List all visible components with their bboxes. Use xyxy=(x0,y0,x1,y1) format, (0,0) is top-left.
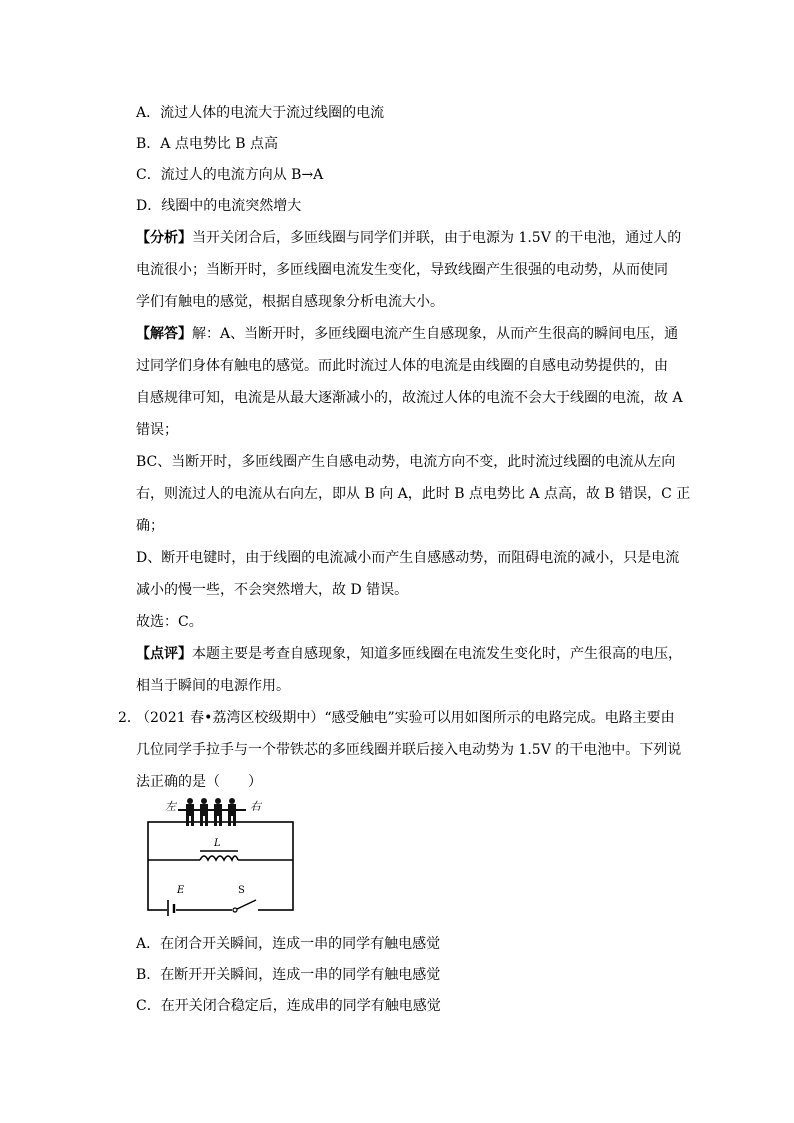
switch-pivot xyxy=(233,908,237,912)
comment-text: 本题主要是考查自感现象，知道多匝线圈在电流发生变化时，产生很高的电压， xyxy=(192,646,682,662)
answer-line-8: D、断开电键时，由于线圈的电流减小而产生自感感动势，而阻碍电流的减小，只是电流 xyxy=(136,550,680,566)
option-d: D．线圈中的电流突然增大 xyxy=(136,198,302,214)
answer-line-1 xyxy=(136,324,678,344)
option-b: B．A 点电势比 B 点高 xyxy=(136,136,279,152)
comment-tag: 【点评】 xyxy=(136,646,192,662)
answer-tag: 【解答】 xyxy=(136,326,192,342)
label-inductor: L xyxy=(214,838,221,849)
label-switch: S xyxy=(238,885,245,896)
answer-line-10: 故选：C。 xyxy=(136,614,203,630)
answer-line-6: 右，则流过人的电流从右向左，即从 B 向 A，此时 B 点电势比 A 点高，故 B 错误，C 正 xyxy=(136,486,691,502)
label-left: 左 xyxy=(165,800,176,813)
label-emf: E xyxy=(177,885,185,896)
q2-option-a: A．在闭合开关瞬间，连成一串的同学有触电感觉 xyxy=(136,936,441,952)
analysis-line-2: 电流很小；当断开时，多匝线圈电流发生变化，导致线圈产生很强的电动势，从而使同 xyxy=(136,262,668,278)
q2-option-c: C．在开关闭合稳定后，连成串的同学有触电感觉 xyxy=(136,998,441,1014)
answer-text: 解：A、当断开时，多匝线圈电流产生自感现象，从而产生很高的瞬间电压，通 xyxy=(192,326,679,342)
q2-option-b: B．在断开开关瞬间，连成一串的同学有触电感觉 xyxy=(136,967,441,983)
question-line-2: 几位同学手拉手与一个带铁芯的多匝线圈并联后接入电动势为 1.5V 的干电池中。下列说 xyxy=(136,742,682,758)
option-c: C．流过人的电流方向从 B→A xyxy=(136,167,324,183)
question-line-1: （2021 春•荔湾区校级期中）“感受触电”实验可以用如图所示的电路完成。电路主要由 xyxy=(136,710,675,726)
comment-line-1 xyxy=(136,644,682,664)
comment-line-2: 相当于瞬间的电源作用。 xyxy=(136,678,290,694)
answer-line-3: 自感规律可知，电流是从最大逐渐减小的，故流过人体的电流不会大于线圈的电流，故 A xyxy=(136,390,683,406)
circuit-frame xyxy=(148,822,293,910)
answer-line-9: 减小的慢一些，不会突然增大，故 D 错误。 xyxy=(136,582,409,598)
label-right: 右 xyxy=(250,800,261,813)
inductor-coil xyxy=(200,856,238,860)
question-line-3: 法正确的是（ ） xyxy=(136,774,262,790)
analysis-line-3: 学们有触电的感觉，根据自感现象分析电流大小。 xyxy=(136,294,444,310)
answer-line-5: BC、当断开时，多匝线圈产生自感电动势，电流方向不变，此时流过线圈的电流从左向 xyxy=(136,454,676,470)
option-a: A．流过人体的电流大于流过线圈的电流 xyxy=(136,105,385,121)
answer-line-2: 过同学们身体有触电的感觉。而此时流过人体的电流是由线圈的自感电动势提供的，由 xyxy=(136,358,668,374)
circuit-diagram xyxy=(140,790,300,920)
answer-line-7: 确； xyxy=(136,518,164,534)
analysis-tag: 【分析】 xyxy=(136,230,192,246)
answer-line-4: 错误； xyxy=(136,422,178,438)
analysis-line-1 xyxy=(136,228,681,248)
analysis-text: 当开关闭合后，多匝线圈与同学们并联，由于电源为 1.5V 的干电池，通过人的 xyxy=(192,230,682,246)
question-number: 2． xyxy=(118,710,141,726)
